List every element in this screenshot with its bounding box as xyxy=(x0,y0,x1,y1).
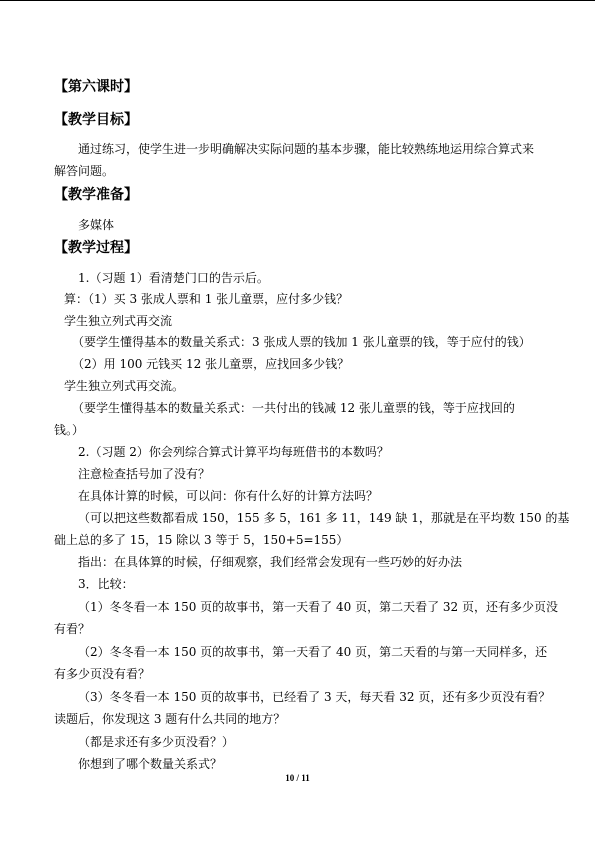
process-line: （1）冬冬看一本 150 页的故事书，第一天看了 40 页，第二天看了 32 页，还有多少页没 xyxy=(78,600,558,614)
page-number: 10 / 11 xyxy=(285,773,310,783)
process-line: 础上总的多了 15，15 除以 3 等于 5，150+5=155） xyxy=(54,533,349,547)
process-line: 读题后，你发现这 3 题有什么共同的地方？ xyxy=(54,712,286,726)
goals-line-2: 解答问题。 xyxy=(54,164,115,178)
process-line: 2.（习题 2）你会列综合算式计算平均每班借书的本数吗？ xyxy=(78,445,389,459)
process-line: 1.（习题 1）看清楚门口的告示后。 xyxy=(78,271,269,285)
goals-line-1: 通过练习，使学生进一步明确解决实际问题的基本步骤，能比较熟练地运用综合算式来 xyxy=(78,142,535,156)
top-rule xyxy=(0,0,595,1)
process-line: （3）冬冬看一本 150 页的故事书，已经看了 3 天，每天看 32 页，还有多少页没有看？ xyxy=(78,690,551,704)
process-line: 注意检查括号加了没有？ xyxy=(78,467,211,481)
process-line: （要学生懂得基本的数量关系式：一共付出的钱减 12 张儿童票的钱，等于应找回的 xyxy=(72,401,515,415)
process-line: 在具体计算的时候，可以问：你有什么好的计算方法吗？ xyxy=(78,489,379,503)
process-line: 你想到了哪个数量关系式？ xyxy=(78,757,223,771)
prep-line: 多媒体 xyxy=(78,218,115,232)
process-line: 算：（1）买 3 张成人票和 1 张儿童票，应付多少钱？ xyxy=(64,292,349,306)
process-line: （2）用 100 元钱买 12 张儿童票，应找回多少钱？ xyxy=(72,357,350,371)
heading-lesson: 【第六课时】 xyxy=(54,79,138,95)
heading-prep: 【教学准备】 xyxy=(54,187,138,203)
heading-process: 【教学过程】 xyxy=(54,240,138,256)
process-line: （要学生懂得基本的数量关系式：3 张成人票的钱加 1 张儿童票的钱，等于应付的钱） xyxy=(72,335,531,349)
process-line: 学生独立列式再交流。 xyxy=(64,379,185,393)
heading-goals: 【教学目标】 xyxy=(54,112,138,128)
process-line: 钱。） xyxy=(54,423,85,437)
process-line: 指出：在具体算的时候，仔细观察，我们经常会发现有一些巧妙的好办法 xyxy=(78,555,463,569)
process-line: 有多少页没有看？ xyxy=(54,667,151,681)
process-line: 3．比较： xyxy=(78,577,134,591)
process-line: （都是求还有多少页没看？） xyxy=(78,735,235,749)
process-line: （可以把这些数都看成 150，155 多 5，161 多 11，149 缺 1，那就是在平均数 150 的基 xyxy=(78,511,570,525)
process-line: 有看？ xyxy=(54,622,91,636)
process-line: 学生独立列式再交流 xyxy=(64,314,173,328)
process-line: （2）冬冬看一本 150 页的故事书，第一天看了 40 页，第二天看的与第一天同样多，还 xyxy=(78,645,548,659)
